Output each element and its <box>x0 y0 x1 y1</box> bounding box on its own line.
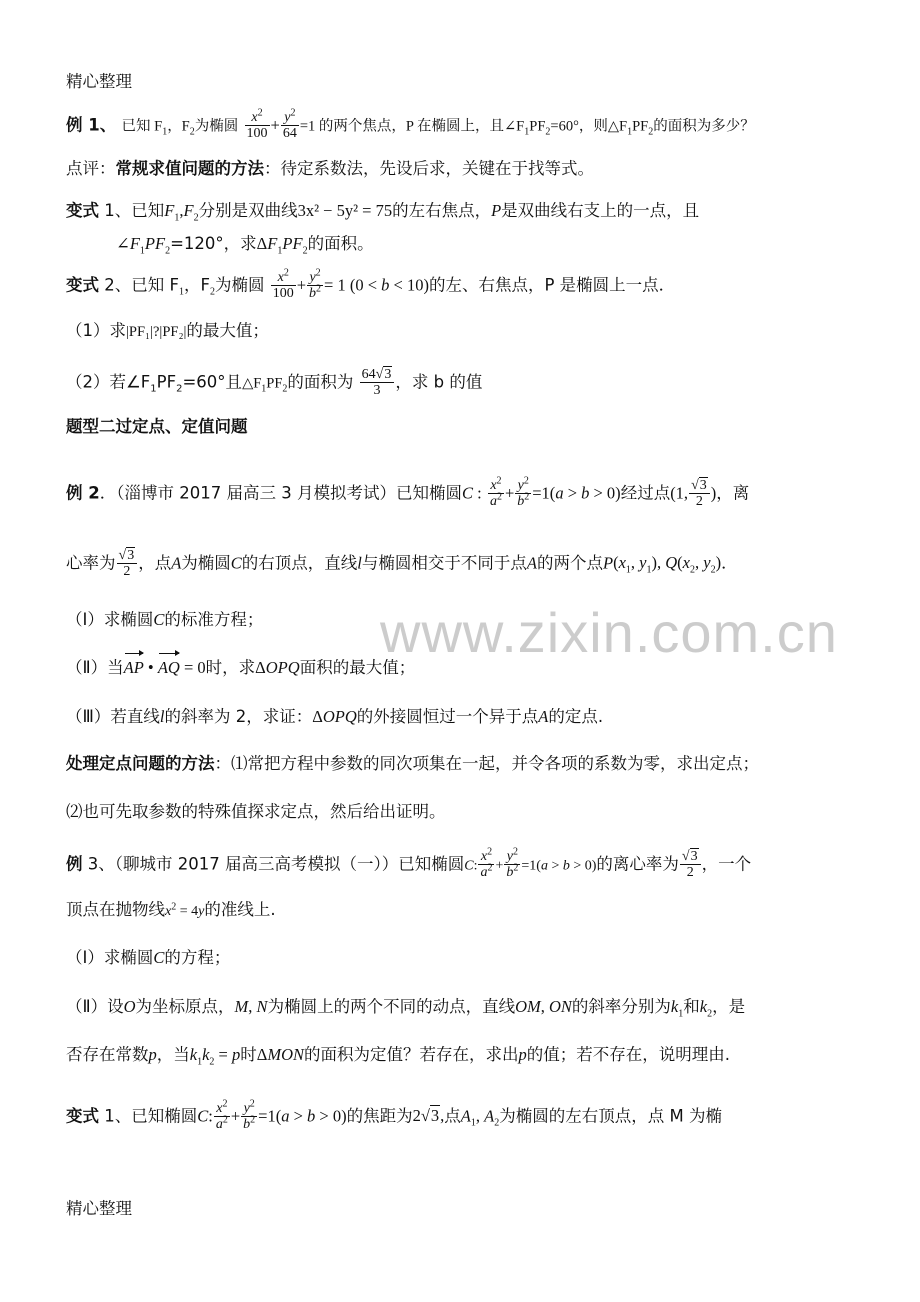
fraction: $\frac{x^2}{a^2}$ <box>489 475 502 510</box>
fraction: $\frac{x^2}{100}$ <box>272 267 294 302</box>
example-3-q2: （Ⅱ）设O为坐标原点，M, N为椭圆上的两个不同的动点，直线OM, ON的斜率分别为$k_1$和$k_2$，是 <box>66 997 746 1020</box>
example-3-q1: （Ⅰ）求椭圆C的方程； <box>66 948 231 967</box>
variant-2-q2: （2）若$\angle F_1PF_2=60^\circ$且$\triangle F_1PF_2$的面积为 $\frac{64√3}{3}$ ，求 b 的值 <box>66 367 483 399</box>
comment: 点评：常规求值问题的方法：待定系数法，先设后求，关键在于找等式。 <box>66 159 594 178</box>
fraction: $\frac{y^2}{64}$ <box>282 107 297 142</box>
example-3: 例 3、（聊城市 2017 届高三高考模拟（一））已知椭圆C: $\frac{x^2}{a^2}$ + $\frac{y^2}{b^2}$ =1(a > b > 0)的离心率为 $\frac{√3}{2}$ ，一个 <box>66 846 752 881</box>
variant-2-q1: （1）求|PF₁|?|PF₂|的最大值； <box>66 321 269 340</box>
example-2-q2: （Ⅱ）当AP • AQ = 0时，求ΔOPQ面积的最大值； <box>66 656 880 680</box>
example-3-q2-line-2: 否存在常数p，当$k_1k_2 = p$时ΔMON的面积为定值？若存在，求出p的值；若不存在，说明理由. <box>66 1045 731 1068</box>
example-3-line-2: 顶点在抛物线$x^2 = 4y$的准线上. <box>66 900 276 919</box>
example-2-q1: （Ⅰ）求椭圆C的标准方程； <box>66 610 264 629</box>
fraction: $\frac{√3}{2}$ <box>680 849 701 881</box>
method-note: 处理定点问题的方法：⑴常把方程中参数的同次项集在一起，并令各项的系数为零，求出定点； <box>66 754 759 773</box>
example-2-q3: （Ⅲ）若直线l的斜率为 2，求证：ΔOPQ的外接圆恒过一个异于点A的定点. <box>66 707 604 726</box>
fraction: $\frac{y^2}{b^2}$ <box>243 1098 256 1133</box>
fraction: $\frac{√3}{2}$ <box>117 548 138 580</box>
fraction: $\frac{√3}{2}$ <box>689 478 710 510</box>
page-footer: 精心整理 <box>66 1199 132 1218</box>
section-title: 题型二过定点、定值问题 <box>66 417 248 436</box>
variant-2: 变式 2、已知 $F_1$，$F_2$为椭圆 $\frac{x^2}{100}$ + $\frac{y^2}{b^2}$ = 1 (0 < b < 10)的左、右焦点，P 是椭圆上一点． <box>66 267 676 302</box>
fraction: $\frac{y^2}{b^2}$ <box>506 846 519 881</box>
method-note-line-2: ⑵也可先取参数的特殊值探求定点，然后给出证明。 <box>66 802 446 821</box>
variant-3: 变式 1、已知椭圆C: $\frac{x^2}{a^2}$ + $\frac{y^2}{b^2}$ =1(a > b > 0)的焦距为2√3,点$A_1$, $A_2$为椭圆的左右顶点，点 M 为椭 <box>66 1098 722 1133</box>
fraction: $\frac{x^2}{100}$ <box>246 107 268 142</box>
variant-1: 变式 1、已知$F_1,F_2$分别是双曲线3x² − 5y² = 75的左右焦点，P是双曲线右支上的一点，且 <box>66 201 700 224</box>
comment-bold: 常规求值问题的方法 <box>115 159 264 178</box>
fraction: $\frac{x^2}{a^2}$ <box>215 1098 228 1133</box>
example-1: 例 1、 已知 $F_1$，$F_2$为椭圆 $\frac{x^2}{100}$ + $\frac{y^2}{64}$ =1 的两个焦点，P 在椭圆上，且$\angle F_1PF_2=60^\circ$，则$\triangle F_1PF_2$的面积为多少？ <box>66 107 755 142</box>
fraction: $\frac{y^2}{b^2}$ <box>309 267 322 302</box>
variant-1-line-2: $\angle F_1PF_2=120^\circ$，求$\Delta F_1PF_2$的面积。 <box>116 234 374 257</box>
example-1-label: 例 1、 <box>66 115 117 135</box>
example-2: 例 2．（淄博市 2017 届高三 3 月模拟考试）已知椭圆C : $\frac{x^2}{a^2}$ + $\frac{y^2}{b^2}$ =1(a > b > 0)经过点(1, $\frac{√3}{2}$ )，离 <box>66 475 750 510</box>
watermark: www.zixin.com.cn <box>380 601 838 664</box>
fraction: $\frac{y^2}{b^2}$ <box>517 475 530 510</box>
fraction: $\frac{x^2}{a^2}$ <box>480 846 493 881</box>
page-header: 精心整理 <box>66 72 132 91</box>
fraction: $\frac{64√3}{3}$ <box>360 367 395 399</box>
example-2-line-2: 心率为 $\frac{√3}{2}$ ，点A为椭圆C的右顶点，直线l与椭圆相交于不同于点A的两个点$P(x_1$, $y_1$), $Q(x_2$, $y_2$)． <box>66 548 738 580</box>
